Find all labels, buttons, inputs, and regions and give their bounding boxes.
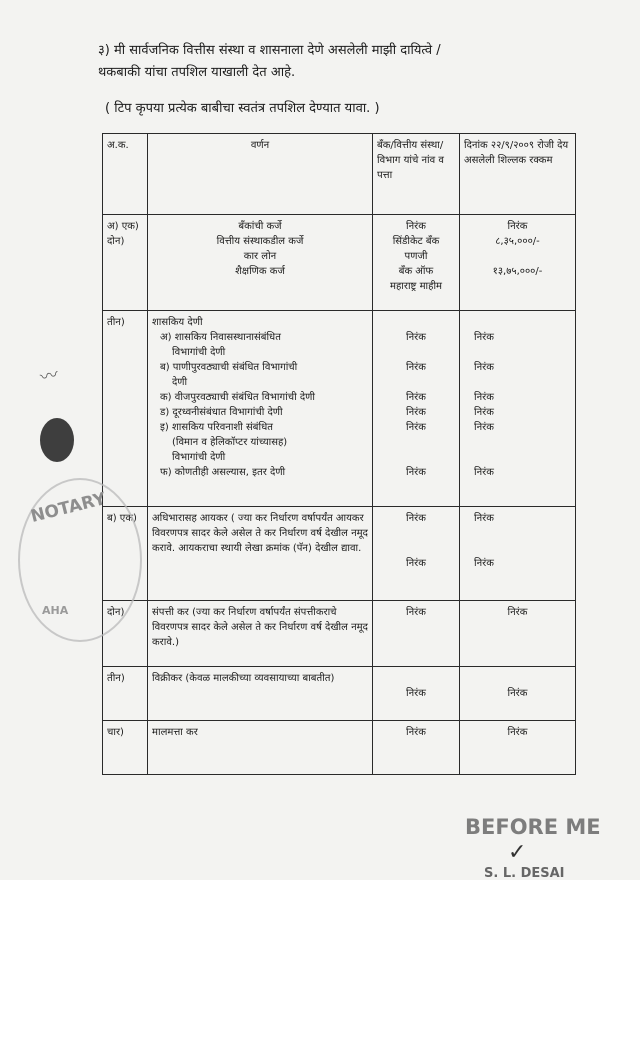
property-amount: निरंक <box>460 721 576 775</box>
intro-line-1: ३) मी सार्वजनिक वित्तीस संस्था व शासनाला देणे असलेली माझी दायित्वे / <box>98 43 441 58</box>
property-text: मालमत्ता कर <box>148 721 373 775</box>
header-bank: बँक/वित्तीय संस्था/ विभाग यांचे नांव व पत्ता <box>373 134 460 215</box>
sales-sr: तीन) <box>103 667 148 721</box>
loans-sr: अ) एक) दोन) <box>103 215 148 311</box>
govt-items: शासकिय देणी अ) शासकिय निवासस्थानासंबंधित विभागांची देणी ब) पाणीपुरवठ्याची संबंधित विभागांची देणी क) वीजपुरवठ्याची संबंधित विभागांची देणी ड) दूरध्वनीसंबंधात विभागांची देणी इ) शासकिय परिवनाशी संबंधित (विमान व हेलिकॉप्टर यांच्यासह) विभागांची देणी फ) कोणतीही असल्यास, इतर देणी <box>148 311 373 507</box>
wealth-text: संपत्ती कर (ज्या कर निर्धारण वर्षापर्यंत संपत्तीकराचे विवरणपत्र सादर केले असेल ते कर निर्धारण वर्ष देखील नमूद करावे.) <box>148 601 373 667</box>
margin-initials-mark: 〰 <box>38 364 61 389</box>
table-header-row <box>103 134 576 215</box>
liabilities-table <box>102 133 576 775</box>
header-amount: दिनांक २२/९/२००९ रोजी देय असलेली शिल्लक रक्कम <box>460 134 576 215</box>
income-amount: निरंक निरंक <box>460 507 576 601</box>
table-row-sales-tax <box>103 667 576 721</box>
notary-signature: ✓ <box>508 840 527 865</box>
sales-bank: निरंक <box>373 667 460 721</box>
table-row-loans <box>103 215 576 311</box>
wealth-sr: दोन) <box>103 601 148 667</box>
wealth-amount: निरंक <box>460 601 576 667</box>
income-text: अधिभारासह आयकर ( ज्या कर निर्धारण वर्षापर्यंत आयकर विवरणपत्र सादर केले असेल ते कर निर्धारण वर्ष देखील नमूद करावे. आयकराचा स्थायी लेखा क्रमांक (पॅन) देखील द्यावा. <box>148 507 373 601</box>
loans-bank: निरंक सिंडीकेट बँक पणजी बँक ऑफ महाराष्ट्र माहीम <box>373 215 460 311</box>
before-me-stamp: BEFORE ME <box>465 815 601 839</box>
property-bank: निरंक <box>373 721 460 775</box>
notary-stamp-text: NOTARY <box>28 489 108 527</box>
sales-text: विक्रीकर (केवळ मालकीच्या व्यवसायाच्या बाबतीत) <box>148 667 373 721</box>
ink-blot <box>40 418 74 462</box>
property-sr: चार) <box>103 721 148 775</box>
govt-bank: निरंक निरंक निरंक निरंक निरंक निरंक <box>373 311 460 507</box>
income-sr: ब) एक) <box>103 507 148 601</box>
notary-name: S. L. DESAI <box>484 866 565 881</box>
sales-amount: निरंक <box>460 667 576 721</box>
intro-line-2: थकबाकी यांचा तपशिल याखाली देत आहे. <box>98 65 296 80</box>
notary-stamp-bottom-text: AHA <box>42 604 69 617</box>
intro-paragraph <box>98 40 578 84</box>
header-sr: अ.क. <box>103 134 148 215</box>
header-description: वर्णन <box>148 134 373 215</box>
govt-sr: तीन) <box>103 311 148 507</box>
loans-amount: निरंक ८,३५,०००/- १३,७५,०००/- <box>460 215 576 311</box>
income-bank: निरंक निरंक <box>373 507 460 601</box>
table-row-govt-dues <box>103 311 576 507</box>
wealth-bank: निरंक <box>373 601 460 667</box>
govt-amount: निरंक निरंक निरंक निरंक निरंक निरंक <box>460 311 576 507</box>
table-row-property-tax <box>103 721 576 775</box>
table-row-wealth-tax <box>103 601 576 667</box>
instruction-note: ( टिप कृपया प्रत्येक बाबीचा स्वतंत्र तपशिल देण्यात यावा. ) <box>105 101 380 116</box>
table-row-income-tax <box>103 507 576 601</box>
loans-items: बँकांची कर्जे वित्तीय संस्थाकडील कर्जे कार लोन शैक्षणिक कर्ज <box>148 215 373 311</box>
